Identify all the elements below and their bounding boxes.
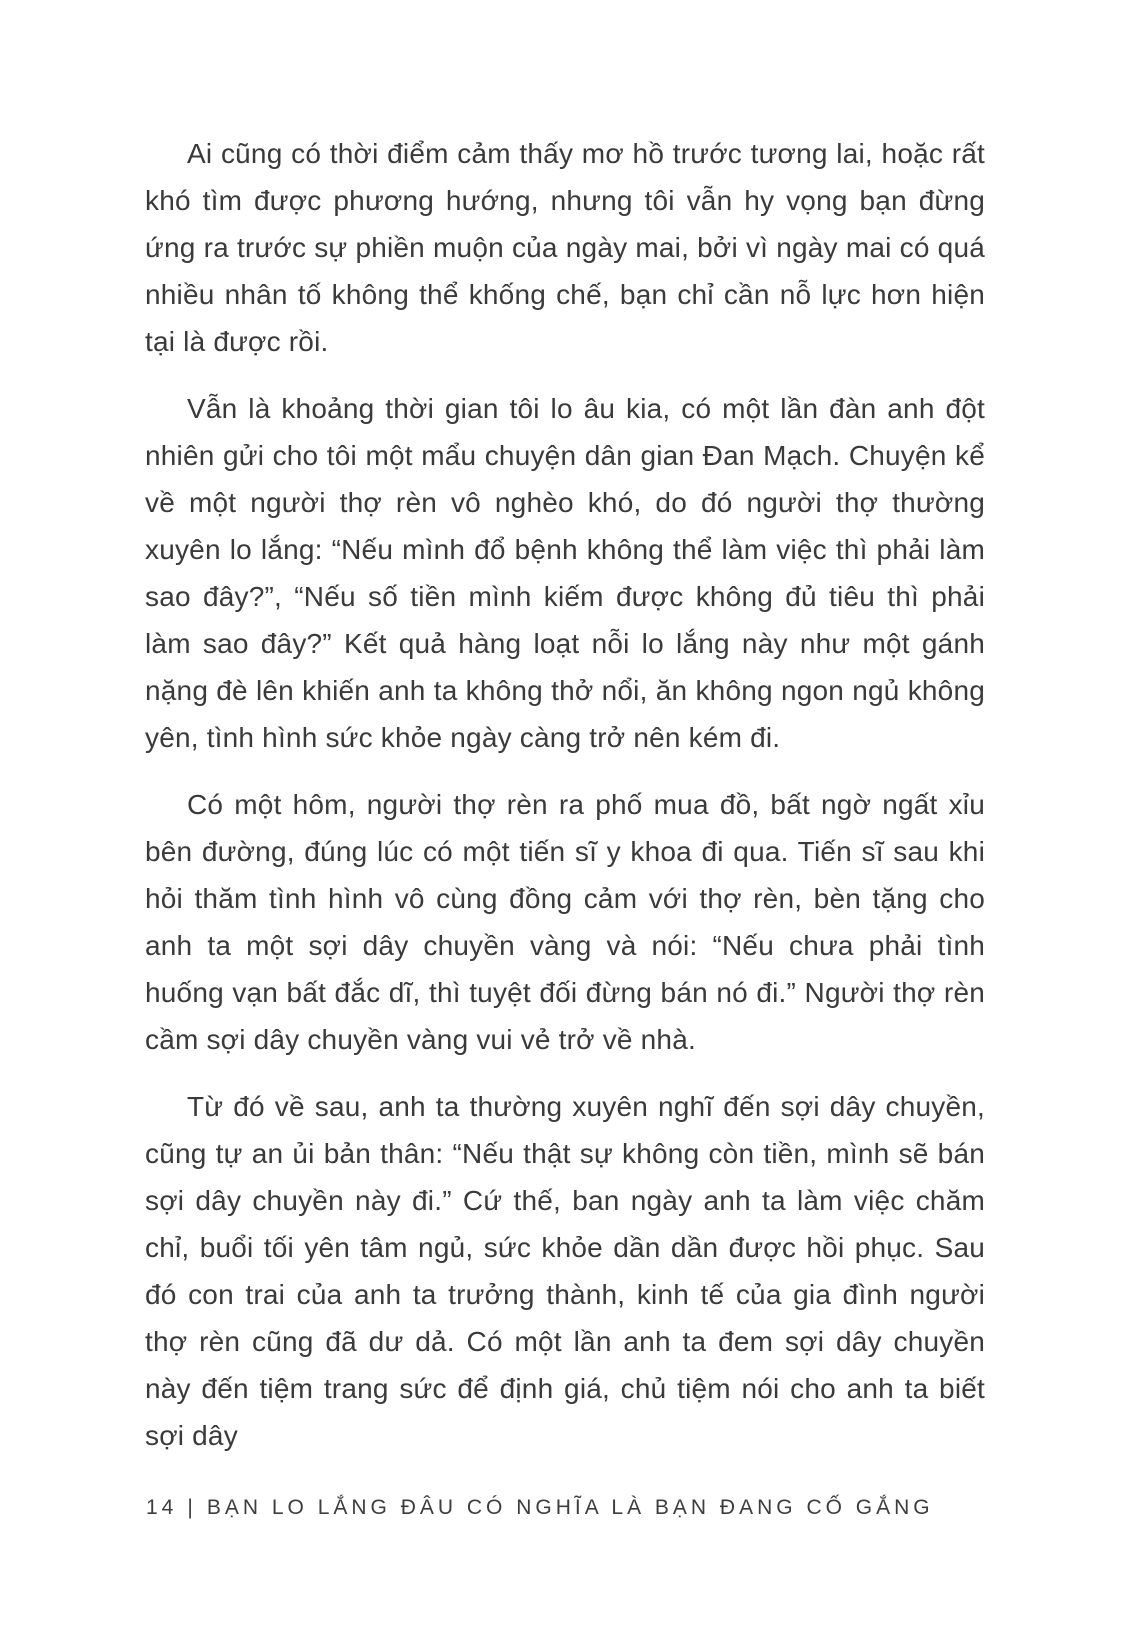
paragraph-2: Vẫn là khoảng thời gian tôi lo âu kia, có một lần đàn anh đột nhiên gửi cho tôi một mẩu chuyện dân gian Đan Mạch. Chuyện kể về một người thợ rèn vô nghèo khó, do đó người thợ thường xuyên lo lắng: “Nếu mình đổ bệnh không thể làm việc thì phải làm sao đây?”, “Nếu số tiền mình kiếm được không đủ tiêu thì phải làm sao đây?” Kết quả hàng loạt nỗi lo lắng này như một gánh nặng đè lên khiến anh ta không thở nổi, ăn không ngon ngủ không yên, tình hình sức khỏe ngày càng trở nên kém đi. bbox=[145, 393, 985, 753]
running-book-title: BẠN LO LẮNG ĐÂU CÓ NGHĨA LÀ BẠN ĐANG CỐ GẮNG bbox=[206, 1496, 934, 1519]
paragraph-1: Ai cũng có thời điểm cảm thấy mơ hồ trước tương lai, hoặc rất khó tìm được phương hướng, nhưng tôi vẫn hy vọng bạn đừng ứng ra trước sự phiền muộn của ngày mai, bởi vì ngày mai có quá nhiều nhân tố không thể khống chế, bạn chỉ cần nỗ lực hơn hiện tại là được rồi. bbox=[145, 138, 985, 357]
page-body-text bbox=[145, 130, 985, 1479]
page-footer bbox=[146, 1496, 934, 1520]
footer-separator: | bbox=[187, 1496, 197, 1519]
page-number: 14 bbox=[146, 1496, 178, 1519]
paragraph-3: Có một hôm, người thợ rèn ra phố mua đồ, bất ngờ ngất xỉu bên đường, đúng lúc có một tiến sĩ y khoa đi qua. Tiến sĩ sau khi hỏi thăm tình hình vô cùng đồng cảm với thợ rèn, bèn tặng cho anh ta một sợi dây chuyền vàng và nói: “Nếu chưa phải tình huống vạn bất đắc dĩ, thì tuyệt đối đừng bán nó đi.” Người thợ rèn cầm sợi dây chuyền vàng vui vẻ trở về nhà. bbox=[145, 789, 985, 1055]
paragraph-4: Từ đó về sau, anh ta thường xuyên nghĩ đến sợi dây chuyền, cũng tự an ủi bản thân: “Nếu thật sự không còn tiền, mình sẽ bán sợi dây chuyền này đi.” Cứ thế, ban ngày anh ta làm việc chăm chỉ, buổi tối yên tâm ngủ, sức khỏe dần dần được hồi phục. Sau đó con trai của anh ta trưởng thành, kinh tế của gia đình người thợ rèn cũng đã dư dả. Có một lần anh ta đem sợi dây chuyền này đến tiệm trang sức để định giá, chủ tiệm nói cho anh ta biết sợi dây bbox=[145, 1091, 985, 1451]
